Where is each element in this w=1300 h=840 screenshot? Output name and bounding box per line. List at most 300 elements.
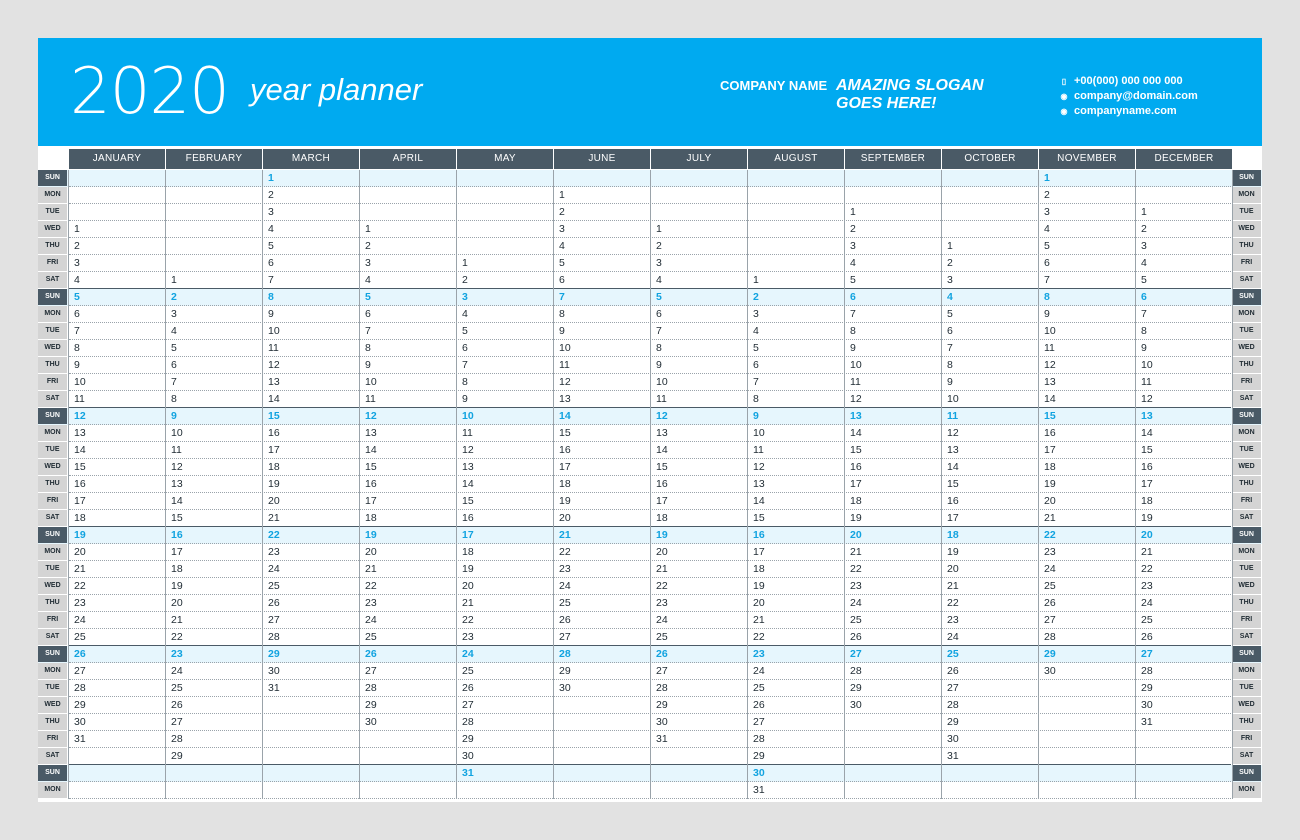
- day-cell[interactable]: [1136, 782, 1232, 799]
- day-cell[interactable]: 19: [268, 478, 280, 490]
- day-cell[interactable]: 16: [656, 478, 668, 490]
- day-cell[interactable]: [1136, 748, 1232, 765]
- day-cell[interactable]: 3: [850, 240, 856, 252]
- day-cell[interactable]: 18: [1044, 461, 1056, 473]
- day-cell[interactable]: 26: [753, 699, 765, 711]
- day-cell[interactable]: [166, 782, 262, 799]
- day-cell[interactable]: 13: [268, 376, 280, 388]
- day-cell[interactable]: [1039, 731, 1135, 748]
- day-cell[interactable]: 16: [1141, 461, 1153, 473]
- day-cell[interactable]: 16: [462, 512, 474, 524]
- day-cell[interactable]: 1: [559, 189, 565, 201]
- day-cell[interactable]: 7: [850, 308, 856, 320]
- day-cell[interactable]: 11: [1141, 376, 1152, 388]
- day-cell[interactable]: 13: [171, 478, 183, 490]
- day-cell[interactable]: 30: [1141, 699, 1153, 711]
- day-cell[interactable]: 27: [1044, 614, 1056, 626]
- day-cell[interactable]: 12: [947, 427, 959, 439]
- day-cell[interactable]: 29: [753, 750, 765, 762]
- day-cell[interactable]: 17: [462, 529, 474, 541]
- day-cell[interactable]: 23: [268, 546, 280, 558]
- day-cell[interactable]: 17: [171, 546, 183, 558]
- day-cell[interactable]: 6: [1044, 257, 1050, 269]
- day-cell[interactable]: 9: [171, 410, 177, 422]
- day-cell[interactable]: 2: [947, 257, 953, 269]
- day-cell[interactable]: 22: [171, 631, 183, 643]
- day-cell[interactable]: 26: [559, 614, 571, 626]
- day-cell[interactable]: 26: [268, 597, 280, 609]
- day-cell[interactable]: [69, 187, 165, 204]
- day-cell[interactable]: 24: [850, 597, 862, 609]
- day-cell[interactable]: 14: [268, 393, 280, 405]
- day-cell[interactable]: 20: [850, 529, 862, 541]
- day-cell[interactable]: 9: [74, 359, 80, 371]
- day-cell[interactable]: [845, 765, 941, 782]
- day-cell[interactable]: 27: [656, 665, 668, 677]
- day-cell[interactable]: 10: [850, 359, 862, 371]
- day-cell[interactable]: 14: [1141, 427, 1153, 439]
- day-cell[interactable]: 2: [365, 240, 371, 252]
- day-cell[interactable]: 13: [462, 461, 474, 473]
- day-cell[interactable]: 2: [171, 291, 177, 303]
- day-cell[interactable]: 31: [268, 682, 280, 694]
- day-cell[interactable]: 6: [365, 308, 371, 320]
- day-cell[interactable]: 20: [656, 546, 668, 558]
- day-cell[interactable]: 22: [74, 580, 86, 592]
- day-cell[interactable]: 23: [656, 597, 668, 609]
- day-cell[interactable]: 14: [1044, 393, 1056, 405]
- day-cell[interactable]: 19: [753, 580, 765, 592]
- day-cell[interactable]: 20: [74, 546, 86, 558]
- day-cell[interactable]: 24: [462, 648, 474, 660]
- day-cell[interactable]: 30: [947, 733, 959, 745]
- day-cell[interactable]: [1136, 765, 1232, 782]
- day-cell[interactable]: 1: [171, 274, 177, 286]
- day-cell[interactable]: [457, 782, 553, 799]
- day-cell[interactable]: 6: [947, 325, 953, 337]
- day-cell[interactable]: 27: [1141, 648, 1153, 660]
- day-cell[interactable]: [263, 714, 359, 731]
- day-cell[interactable]: 7: [656, 325, 662, 337]
- day-cell[interactable]: [360, 748, 456, 765]
- day-cell[interactable]: 19: [656, 529, 668, 541]
- day-cell[interactable]: 22: [365, 580, 377, 592]
- day-cell[interactable]: 26: [74, 648, 86, 660]
- day-cell[interactable]: [942, 782, 1038, 799]
- day-cell[interactable]: 5: [850, 274, 856, 286]
- day-cell[interactable]: [166, 238, 262, 255]
- day-cell[interactable]: 26: [365, 648, 377, 660]
- day-cell[interactable]: 11: [171, 444, 182, 456]
- day-cell[interactable]: 31: [74, 733, 86, 745]
- day-cell[interactable]: 29: [268, 648, 280, 660]
- day-cell[interactable]: 17: [850, 478, 862, 490]
- day-cell[interactable]: [651, 782, 747, 799]
- day-cell[interactable]: 30: [268, 665, 280, 677]
- day-cell[interactable]: [360, 782, 456, 799]
- day-cell[interactable]: 18: [559, 478, 571, 490]
- day-cell[interactable]: 17: [74, 495, 86, 507]
- day-cell[interactable]: 5: [171, 342, 177, 354]
- day-cell[interactable]: 8: [559, 308, 565, 320]
- day-cell[interactable]: [457, 170, 553, 187]
- day-cell[interactable]: 3: [1141, 240, 1147, 252]
- day-cell[interactable]: 7: [1044, 274, 1050, 286]
- day-cell[interactable]: 8: [171, 393, 177, 405]
- day-cell[interactable]: 4: [1044, 223, 1050, 235]
- day-cell[interactable]: 12: [753, 461, 765, 473]
- day-cell[interactable]: [651, 748, 747, 765]
- day-cell[interactable]: 26: [947, 665, 959, 677]
- day-cell[interactable]: 2: [462, 274, 468, 286]
- day-cell[interactable]: 20: [171, 597, 183, 609]
- day-cell[interactable]: 1: [850, 206, 856, 218]
- day-cell[interactable]: 9: [1141, 342, 1147, 354]
- day-cell[interactable]: 16: [74, 478, 86, 490]
- day-cell[interactable]: [263, 782, 359, 799]
- day-cell[interactable]: 3: [753, 308, 759, 320]
- day-cell[interactable]: 9: [268, 308, 274, 320]
- day-cell[interactable]: [554, 782, 650, 799]
- day-cell[interactable]: 3: [559, 223, 565, 235]
- day-cell[interactable]: 21: [947, 580, 959, 592]
- day-cell[interactable]: 3: [1044, 206, 1050, 218]
- day-cell[interactable]: 3: [462, 291, 468, 303]
- day-cell[interactable]: 30: [559, 682, 571, 694]
- day-cell[interactable]: [748, 221, 844, 238]
- day-cell[interactable]: [69, 782, 165, 799]
- day-cell[interactable]: 27: [559, 631, 571, 643]
- day-cell[interactable]: 9: [559, 325, 565, 337]
- day-cell[interactable]: 28: [947, 699, 959, 711]
- day-cell[interactable]: 15: [850, 444, 862, 456]
- day-cell[interactable]: 1: [947, 240, 953, 252]
- day-cell[interactable]: 2: [850, 223, 856, 235]
- day-cell[interactable]: [1039, 680, 1135, 697]
- day-cell[interactable]: 12: [74, 410, 86, 422]
- day-cell[interactable]: 15: [1141, 444, 1153, 456]
- day-cell[interactable]: 25: [656, 631, 668, 643]
- day-cell[interactable]: 17: [268, 444, 280, 456]
- day-cell[interactable]: 2: [753, 291, 759, 303]
- day-cell[interactable]: 12: [656, 410, 668, 422]
- day-cell[interactable]: 9: [1044, 308, 1050, 320]
- day-cell[interactable]: 18: [753, 563, 765, 575]
- day-cell[interactable]: 23: [947, 614, 959, 626]
- day-cell[interactable]: 19: [559, 495, 571, 507]
- day-cell[interactable]: [748, 255, 844, 272]
- day-cell[interactable]: [263, 697, 359, 714]
- day-cell[interactable]: 3: [74, 257, 80, 269]
- day-cell[interactable]: 8: [656, 342, 662, 354]
- day-cell[interactable]: 8: [268, 291, 274, 303]
- day-cell[interactable]: 4: [74, 274, 80, 286]
- day-cell[interactable]: 17: [1044, 444, 1056, 456]
- day-cell[interactable]: 14: [171, 495, 183, 507]
- day-cell[interactable]: 14: [365, 444, 377, 456]
- day-cell[interactable]: 24: [1044, 563, 1056, 575]
- day-cell[interactable]: [166, 187, 262, 204]
- day-cell[interactable]: 19: [1044, 478, 1056, 490]
- day-cell[interactable]: 13: [559, 393, 571, 405]
- day-cell[interactable]: 14: [74, 444, 86, 456]
- day-cell[interactable]: [1136, 170, 1232, 187]
- day-cell[interactable]: 17: [559, 461, 571, 473]
- day-cell[interactable]: 9: [656, 359, 662, 371]
- day-cell[interactable]: 18: [171, 563, 183, 575]
- day-cell[interactable]: 8: [947, 359, 953, 371]
- day-cell[interactable]: 25: [462, 665, 474, 677]
- day-cell[interactable]: 24: [656, 614, 668, 626]
- day-cell[interactable]: 6: [753, 359, 759, 371]
- day-cell[interactable]: 29: [850, 682, 862, 694]
- day-cell[interactable]: 16: [171, 529, 183, 541]
- day-cell[interactable]: 1: [74, 223, 80, 235]
- day-cell[interactable]: 5: [559, 257, 565, 269]
- day-cell[interactable]: 20: [462, 580, 474, 592]
- day-cell[interactable]: 29: [462, 733, 474, 745]
- day-cell[interactable]: 28: [1044, 631, 1056, 643]
- day-cell[interactable]: [69, 170, 165, 187]
- day-cell[interactable]: 7: [268, 274, 274, 286]
- day-cell[interactable]: 19: [171, 580, 183, 592]
- day-cell[interactable]: 6: [656, 308, 662, 320]
- day-cell[interactable]: 13: [753, 478, 765, 490]
- day-cell[interactable]: 9: [462, 393, 468, 405]
- day-cell[interactable]: 20: [1141, 529, 1153, 541]
- day-cell[interactable]: 25: [753, 682, 765, 694]
- day-cell[interactable]: 27: [171, 716, 183, 728]
- day-cell[interactable]: 20: [268, 495, 280, 507]
- day-cell[interactable]: 30: [850, 699, 862, 711]
- day-cell[interactable]: 27: [850, 648, 862, 660]
- day-cell[interactable]: 29: [74, 699, 86, 711]
- day-cell[interactable]: [554, 170, 650, 187]
- day-cell[interactable]: [1039, 748, 1135, 765]
- day-cell[interactable]: [69, 765, 165, 782]
- day-cell[interactable]: 8: [753, 393, 759, 405]
- day-cell[interactable]: [651, 187, 747, 204]
- day-cell[interactable]: 12: [268, 359, 280, 371]
- day-cell[interactable]: 11: [656, 393, 667, 405]
- day-cell[interactable]: 22: [1141, 563, 1153, 575]
- day-cell[interactable]: 21: [171, 614, 183, 626]
- day-cell[interactable]: 28: [171, 733, 183, 745]
- day-cell[interactable]: 20: [753, 597, 765, 609]
- day-cell[interactable]: 15: [171, 512, 183, 524]
- day-cell[interactable]: 11: [947, 410, 959, 422]
- day-cell[interactable]: 5: [268, 240, 274, 252]
- day-cell[interactable]: 28: [365, 682, 377, 694]
- day-cell[interactable]: 9: [947, 376, 953, 388]
- day-cell[interactable]: [942, 204, 1038, 221]
- day-cell[interactable]: 24: [559, 580, 571, 592]
- day-cell[interactable]: 4: [559, 240, 565, 252]
- day-cell[interactable]: 31: [1141, 716, 1153, 728]
- day-cell[interactable]: 16: [947, 495, 959, 507]
- day-cell[interactable]: 28: [753, 733, 765, 745]
- day-cell[interactable]: 14: [850, 427, 862, 439]
- day-cell[interactable]: 11: [462, 427, 473, 439]
- day-cell[interactable]: 7: [1141, 308, 1147, 320]
- day-cell[interactable]: 8: [1044, 291, 1050, 303]
- day-cell[interactable]: 16: [753, 529, 765, 541]
- day-cell[interactable]: 14: [462, 478, 474, 490]
- day-cell[interactable]: 24: [947, 631, 959, 643]
- day-cell[interactable]: 14: [947, 461, 959, 473]
- day-cell[interactable]: 22: [947, 597, 959, 609]
- day-cell[interactable]: 26: [462, 682, 474, 694]
- day-cell[interactable]: [554, 731, 650, 748]
- day-cell[interactable]: 27: [462, 699, 474, 711]
- day-cell[interactable]: 13: [947, 444, 959, 456]
- day-cell[interactable]: 10: [1044, 325, 1056, 337]
- day-cell[interactable]: [554, 714, 650, 731]
- day-cell[interactable]: 7: [753, 376, 759, 388]
- day-cell[interactable]: 10: [559, 342, 571, 354]
- day-cell[interactable]: 19: [1141, 512, 1153, 524]
- day-cell[interactable]: 10: [656, 376, 668, 388]
- day-cell[interactable]: 21: [462, 597, 474, 609]
- day-cell[interactable]: 8: [850, 325, 856, 337]
- day-cell[interactable]: 11: [753, 444, 764, 456]
- day-cell[interactable]: 22: [268, 529, 280, 541]
- day-cell[interactable]: [845, 187, 941, 204]
- day-cell[interactable]: 15: [1044, 410, 1056, 422]
- day-cell[interactable]: 21: [1044, 512, 1056, 524]
- day-cell[interactable]: [457, 238, 553, 255]
- day-cell[interactable]: 16: [268, 427, 280, 439]
- day-cell[interactable]: 7: [365, 325, 371, 337]
- day-cell[interactable]: 10: [171, 427, 183, 439]
- day-cell[interactable]: 5: [365, 291, 371, 303]
- day-cell[interactable]: 2: [268, 189, 274, 201]
- day-cell[interactable]: 1: [1141, 206, 1147, 218]
- day-cell[interactable]: [942, 170, 1038, 187]
- day-cell[interactable]: 26: [1141, 631, 1153, 643]
- day-cell[interactable]: 17: [656, 495, 668, 507]
- day-cell[interactable]: 30: [1044, 665, 1056, 677]
- day-cell[interactable]: 12: [850, 393, 862, 405]
- day-cell[interactable]: 27: [365, 665, 377, 677]
- day-cell[interactable]: 25: [268, 580, 280, 592]
- day-cell[interactable]: 26: [171, 699, 183, 711]
- day-cell[interactable]: [651, 765, 747, 782]
- day-cell[interactable]: 7: [947, 342, 953, 354]
- day-cell[interactable]: [942, 187, 1038, 204]
- day-cell[interactable]: 6: [1141, 291, 1147, 303]
- day-cell[interactable]: 22: [656, 580, 668, 592]
- day-cell[interactable]: [69, 204, 165, 221]
- day-cell[interactable]: 10: [462, 410, 474, 422]
- day-cell[interactable]: 3: [171, 308, 177, 320]
- day-cell[interactable]: 24: [74, 614, 86, 626]
- day-cell[interactable]: [1039, 697, 1135, 714]
- day-cell[interactable]: 23: [753, 648, 765, 660]
- day-cell[interactable]: 27: [947, 682, 959, 694]
- day-cell[interactable]: 23: [1044, 546, 1056, 558]
- day-cell[interactable]: 25: [947, 648, 959, 660]
- day-cell[interactable]: 29: [365, 699, 377, 711]
- day-cell[interactable]: [554, 697, 650, 714]
- day-cell[interactable]: 4: [753, 325, 759, 337]
- day-cell[interactable]: 5: [947, 308, 953, 320]
- day-cell[interactable]: 23: [462, 631, 474, 643]
- day-cell[interactable]: 1: [753, 274, 759, 286]
- day-cell[interactable]: 31: [753, 784, 765, 796]
- day-cell[interactable]: 5: [1141, 274, 1147, 286]
- day-cell[interactable]: 12: [1141, 393, 1153, 405]
- day-cell[interactable]: 22: [559, 546, 571, 558]
- day-cell[interactable]: 16: [365, 478, 377, 490]
- day-cell[interactable]: 8: [74, 342, 80, 354]
- day-cell[interactable]: 15: [559, 427, 571, 439]
- day-cell[interactable]: 30: [656, 716, 668, 728]
- day-cell[interactable]: 15: [74, 461, 86, 473]
- day-cell[interactable]: [263, 748, 359, 765]
- day-cell[interactable]: 6: [559, 274, 565, 286]
- day-cell[interactable]: 4: [850, 257, 856, 269]
- day-cell[interactable]: 13: [1044, 376, 1056, 388]
- day-cell[interactable]: [1039, 782, 1135, 799]
- day-cell[interactable]: 3: [268, 206, 274, 218]
- day-cell[interactable]: 21: [753, 614, 765, 626]
- day-cell[interactable]: 24: [365, 614, 377, 626]
- day-cell[interactable]: [457, 221, 553, 238]
- day-cell[interactable]: 23: [74, 597, 86, 609]
- day-cell[interactable]: 17: [947, 512, 959, 524]
- day-cell[interactable]: 10: [74, 376, 86, 388]
- day-cell[interactable]: 25: [559, 597, 571, 609]
- day-cell[interactable]: [554, 748, 650, 765]
- day-cell[interactable]: 25: [74, 631, 86, 643]
- day-cell[interactable]: 30: [462, 750, 474, 762]
- day-cell[interactable]: 24: [171, 665, 183, 677]
- day-cell[interactable]: 12: [559, 376, 571, 388]
- day-cell[interactable]: 17: [365, 495, 377, 507]
- day-cell[interactable]: 25: [171, 682, 183, 694]
- day-cell[interactable]: 15: [365, 461, 377, 473]
- day-cell[interactable]: [942, 221, 1038, 238]
- day-cell[interactable]: 12: [171, 461, 183, 473]
- day-cell[interactable]: 18: [462, 546, 474, 558]
- day-cell[interactable]: 20: [559, 512, 571, 524]
- day-cell[interactable]: [845, 170, 941, 187]
- day-cell[interactable]: [1039, 714, 1135, 731]
- day-cell[interactable]: 4: [656, 274, 662, 286]
- day-cell[interactable]: 5: [753, 342, 759, 354]
- day-cell[interactable]: 23: [850, 580, 862, 592]
- day-cell[interactable]: 4: [365, 274, 371, 286]
- day-cell[interactable]: 13: [365, 427, 377, 439]
- day-cell[interactable]: 23: [171, 648, 183, 660]
- day-cell[interactable]: [748, 238, 844, 255]
- day-cell[interactable]: 21: [559, 529, 571, 541]
- day-cell[interactable]: 12: [365, 410, 377, 422]
- day-cell[interactable]: 1: [656, 223, 662, 235]
- day-cell[interactable]: 28: [268, 631, 280, 643]
- day-cell[interactable]: 6: [850, 291, 856, 303]
- day-cell[interactable]: 22: [850, 563, 862, 575]
- day-cell[interactable]: 28: [1141, 665, 1153, 677]
- day-cell[interactable]: 4: [1141, 257, 1147, 269]
- day-cell[interactable]: 10: [365, 376, 377, 388]
- day-cell[interactable]: 29: [1141, 682, 1153, 694]
- day-cell[interactable]: 15: [656, 461, 668, 473]
- day-cell[interactable]: 30: [74, 716, 86, 728]
- day-cell[interactable]: 18: [365, 512, 377, 524]
- day-cell[interactable]: 21: [74, 563, 86, 575]
